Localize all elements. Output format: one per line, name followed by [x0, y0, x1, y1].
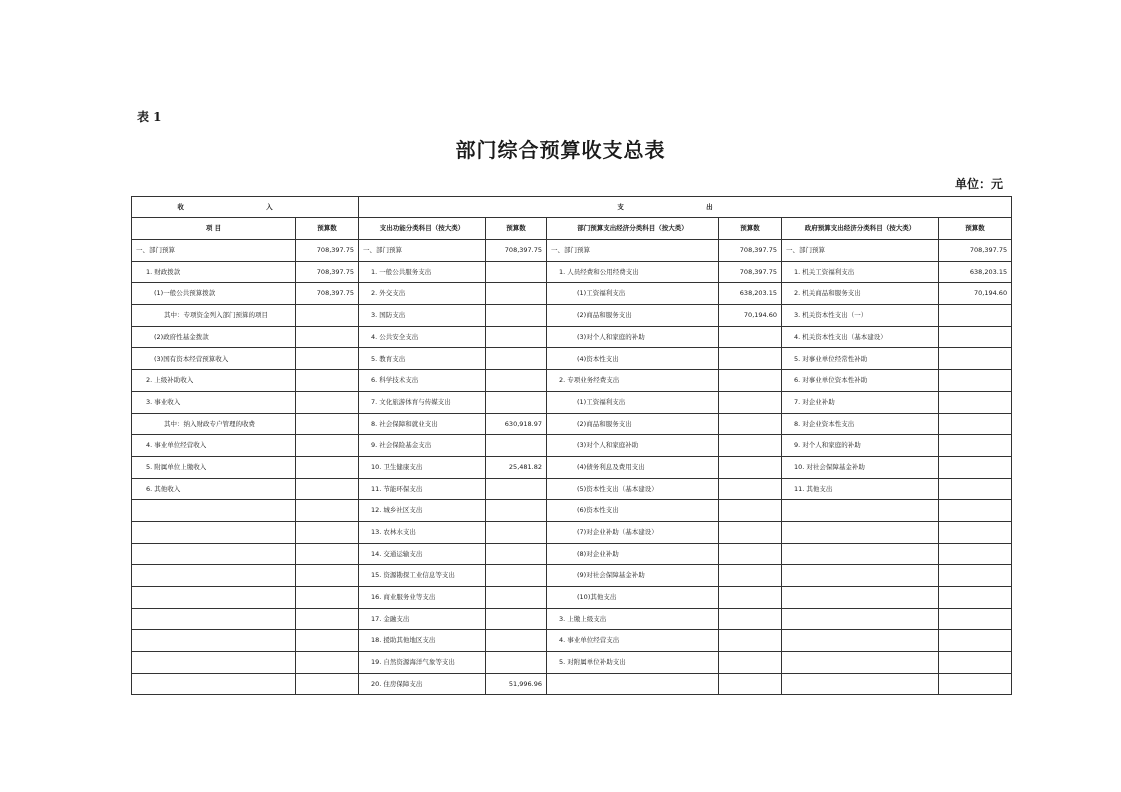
table-row [132, 261, 1012, 283]
expense-header: 支 出 [359, 197, 1012, 218]
dept-econ-budget: 70,194.60 [719, 305, 782, 327]
func-item: 17. 金融支出 [359, 608, 486, 630]
gov-econ-item: 2. 机关商品和服务支出 [782, 283, 939, 305]
gov-econ-item [782, 543, 939, 565]
dept-econ-budget [719, 413, 782, 435]
dept-econ-item: (3)对个人和家庭补助 [547, 435, 719, 457]
dept-econ-item: (3)对个人和家庭的补助 [547, 326, 719, 348]
func-budget [486, 500, 547, 522]
table-row [132, 630, 1012, 652]
dept-econ-budget: 708,397.75 [719, 240, 782, 262]
gov-econ-item: 4. 机关资本性支出（基本建设） [782, 326, 939, 348]
dept-econ-item: (4)债务利息及费用支出 [547, 456, 719, 478]
income-budget [296, 500, 359, 522]
func-item: 16. 商业服务业等支出 [359, 587, 486, 609]
income-item: 3. 事业收入 [132, 391, 296, 413]
dept-econ-item: 1. 人员经费和公用经费支出 [547, 261, 719, 283]
col-header-func: 支出功能分类科目（按大类） [359, 218, 486, 240]
table-tag: 表 1 [137, 110, 162, 124]
func-item: 6. 科学技术支出 [359, 370, 486, 392]
dept-econ-item: (8)对企业补助 [547, 543, 719, 565]
dept-econ-budget [719, 652, 782, 674]
income-item: 其中：专项资金列入部门预算的项目 [132, 305, 296, 327]
gov-econ-budget [939, 478, 1012, 500]
dept-econ-budget [719, 673, 782, 695]
dept-econ-budget [719, 543, 782, 565]
gov-econ-item: 7. 对企业补助 [782, 391, 939, 413]
func-budget: 51,996.96 [486, 673, 547, 695]
income-item [132, 521, 296, 543]
income-budget [296, 587, 359, 609]
gov-econ-budget: 638,203.15 [939, 261, 1012, 283]
income-budget [296, 521, 359, 543]
gov-econ-budget [939, 435, 1012, 457]
dept-econ-item: 2. 专项业务经费支出 [547, 370, 719, 392]
gov-econ-budget [939, 500, 1012, 522]
table-row [132, 435, 1012, 457]
func-item: 19. 自然资源海洋气象等支出 [359, 652, 486, 674]
func-budget [486, 587, 547, 609]
budget-table [131, 196, 1012, 695]
func-budget [486, 435, 547, 457]
func-budget [486, 652, 547, 674]
func-item: 一、部门预算 [359, 240, 486, 262]
func-item: 3. 国防支出 [359, 305, 486, 327]
income-budget: 708,397.75 [296, 283, 359, 305]
dept-econ-budget [719, 370, 782, 392]
income-item: 4. 事业单位经营收入 [132, 435, 296, 457]
income-header: 收 入 [132, 197, 359, 218]
gov-econ-item [782, 565, 939, 587]
gov-econ-budget: 70,194.60 [939, 283, 1012, 305]
gov-econ-item: 一、部门预算 [782, 240, 939, 262]
income-item [132, 673, 296, 695]
func-budget [486, 348, 547, 370]
table-row [132, 348, 1012, 370]
gov-econ-item: 1. 机关工资福利支出 [782, 261, 939, 283]
income-budget [296, 326, 359, 348]
gov-econ-item: 6. 对事业单位资本性补助 [782, 370, 939, 392]
dept-econ-item: (2)商品和服务支出 [547, 413, 719, 435]
table-row [132, 521, 1012, 543]
income-item: 一、部门预算 [132, 240, 296, 262]
table-row [132, 608, 1012, 630]
table-row [132, 478, 1012, 500]
table-row [132, 652, 1012, 674]
income-budget: 708,397.75 [296, 261, 359, 283]
gov-econ-budget [939, 543, 1012, 565]
income-budget [296, 630, 359, 652]
income-item: 6. 其他收入 [132, 478, 296, 500]
table-row [132, 673, 1012, 695]
dept-econ-item [547, 673, 719, 695]
col-header-dept-econ: 部门预算支出经济分类科目（按大类） [547, 218, 719, 240]
gov-econ-budget [939, 673, 1012, 695]
income-budget [296, 565, 359, 587]
dept-econ-budget [719, 565, 782, 587]
func-item: 1. 一般公共服务支出 [359, 261, 486, 283]
dept-econ-item: (9)对社会保障基金补助 [547, 565, 719, 587]
dept-econ-item: (7)对企业补助（基本建设） [547, 521, 719, 543]
gov-econ-item [782, 630, 939, 652]
income-item: (2)政府性基金拨款 [132, 326, 296, 348]
func-budget [486, 283, 547, 305]
table-row [132, 240, 1012, 262]
dept-econ-budget [719, 348, 782, 370]
dept-econ-budget [719, 478, 782, 500]
table-row [132, 326, 1012, 348]
income-item: 5. 附属单位上缴收入 [132, 456, 296, 478]
income-item: (1)一般公共预算拨款 [132, 283, 296, 305]
gov-econ-budget [939, 652, 1012, 674]
income-budget [296, 370, 359, 392]
func-budget: 630,918.97 [486, 413, 547, 435]
income-budget [296, 413, 359, 435]
dept-econ-item: (5)资本性支出（基本建设） [547, 478, 719, 500]
col-header-item: 项 目 [132, 218, 296, 240]
func-item: 18. 援助其他地区支出 [359, 630, 486, 652]
dept-econ-budget [719, 435, 782, 457]
income-item [132, 587, 296, 609]
income-item: (3)国有资本经营预算收入 [132, 348, 296, 370]
income-item [132, 543, 296, 565]
func-budget [486, 261, 547, 283]
dept-econ-item: 3. 上缴上级支出 [547, 608, 719, 630]
dept-econ-item: 5. 对附属单位补助支出 [547, 652, 719, 674]
income-budget [296, 652, 359, 674]
func-budget [486, 305, 547, 327]
income-item: 2. 上级补助收入 [132, 370, 296, 392]
dept-econ-budget [719, 587, 782, 609]
income-item [132, 630, 296, 652]
dept-econ-item: (6)资本性支出 [547, 500, 719, 522]
gov-econ-budget [939, 587, 1012, 609]
gov-econ-budget [939, 326, 1012, 348]
func-item: 2. 外交支出 [359, 283, 486, 305]
gov-econ-item: 11. 其他支出 [782, 478, 939, 500]
func-budget [486, 478, 547, 500]
table-row [132, 543, 1012, 565]
gov-econ-item [782, 608, 939, 630]
dept-econ-budget [719, 630, 782, 652]
dept-econ-budget [719, 608, 782, 630]
unit-label: 单位：元 [954, 177, 1003, 191]
gov-econ-item [782, 500, 939, 522]
gov-econ-budget [939, 630, 1012, 652]
income-item [132, 608, 296, 630]
income-budget [296, 543, 359, 565]
func-item: 12. 城乡社区支出 [359, 500, 486, 522]
gov-econ-item: 5. 对事业单位经常性补助 [782, 348, 939, 370]
dept-econ-item: (2)商品和服务支出 [547, 305, 719, 327]
table-row [132, 305, 1012, 327]
gov-econ-budget [939, 565, 1012, 587]
gov-econ-item: 9. 对个人和家庭的补助 [782, 435, 939, 457]
gov-econ-item: 3. 机关资本性支出（一） [782, 305, 939, 327]
func-item: 4. 公共安全支出 [359, 326, 486, 348]
header-row-top [132, 197, 1012, 218]
gov-econ-item [782, 652, 939, 674]
table-row [132, 283, 1012, 305]
page-title: 部门综合预算收支总表 [455, 138, 666, 162]
gov-econ-item: 8. 对企业资本性支出 [782, 413, 939, 435]
func-item: 10. 卫生健康支出 [359, 456, 486, 478]
dept-econ-budget: 638,203.15 [719, 283, 782, 305]
col-header-budget: 预算数 [939, 218, 1012, 240]
func-budget [486, 521, 547, 543]
dept-econ-budget [719, 456, 782, 478]
income-budget: 708,397.75 [296, 240, 359, 262]
dept-econ-budget [719, 500, 782, 522]
gov-econ-budget [939, 521, 1012, 543]
header-row-columns [132, 218, 1012, 240]
dept-econ-item: (4)资本性支出 [547, 348, 719, 370]
income-item [132, 565, 296, 587]
dept-econ-item: 一、部门预算 [547, 240, 719, 262]
dept-econ-budget [719, 521, 782, 543]
table-row [132, 565, 1012, 587]
func-item: 20. 住房保障支出 [359, 673, 486, 695]
gov-econ-budget [939, 608, 1012, 630]
income-item [132, 652, 296, 674]
func-budget [486, 391, 547, 413]
income-item: 其中：纳入财政专户管理的收费 [132, 413, 296, 435]
dept-econ-budget [719, 391, 782, 413]
income-budget [296, 673, 359, 695]
func-budget: 25,481.82 [486, 456, 547, 478]
func-budget [486, 565, 547, 587]
income-budget [296, 305, 359, 327]
func-item: 8. 社会保障和就业支出 [359, 413, 486, 435]
gov-econ-budget [939, 391, 1012, 413]
dept-econ-budget: 708,397.75 [719, 261, 782, 283]
table-row [132, 456, 1012, 478]
func-item: 14. 交通运输支出 [359, 543, 486, 565]
gov-econ-item: 10. 对社会保障基金补助 [782, 456, 939, 478]
gov-econ-budget [939, 413, 1012, 435]
col-header-budget: 预算数 [486, 218, 547, 240]
gov-econ-budget [939, 370, 1012, 392]
func-item: 11. 节能环保支出 [359, 478, 486, 500]
table-row [132, 413, 1012, 435]
gov-econ-item [782, 587, 939, 609]
income-item: 1. 财政拨款 [132, 261, 296, 283]
dept-econ-budget [719, 326, 782, 348]
income-budget [296, 391, 359, 413]
func-item: 9. 社会保险基金支出 [359, 435, 486, 457]
table-row [132, 500, 1012, 522]
col-header-budget: 预算数 [296, 218, 359, 240]
func-item: 13. 农林水支出 [359, 521, 486, 543]
income-budget [296, 348, 359, 370]
gov-econ-item [782, 673, 939, 695]
dept-econ-item: (1)工资福利支出 [547, 283, 719, 305]
income-item [132, 500, 296, 522]
func-budget: 708,397.75 [486, 240, 547, 262]
gov-econ-budget [939, 456, 1012, 478]
income-budget [296, 456, 359, 478]
gov-econ-item [782, 521, 939, 543]
dept-econ-item: (10)其他支出 [547, 587, 719, 609]
func-budget [486, 630, 547, 652]
income-budget [296, 608, 359, 630]
income-budget [296, 435, 359, 457]
dept-econ-item: (1)工资福利支出 [547, 391, 719, 413]
table-row [132, 587, 1012, 609]
gov-econ-budget [939, 305, 1012, 327]
gov-econ-budget [939, 348, 1012, 370]
func-item: 15. 资源勘探工业信息等支出 [359, 565, 486, 587]
func-budget [486, 326, 547, 348]
table-row [132, 391, 1012, 413]
col-header-gov-econ: 政府预算支出经济分类科目（按大类） [782, 218, 939, 240]
gov-econ-budget: 708,397.75 [939, 240, 1012, 262]
func-item: 5. 教育支出 [359, 348, 486, 370]
col-header-budget: 预算数 [719, 218, 782, 240]
func-item: 7. 文化旅游体育与传媒支出 [359, 391, 486, 413]
func-budget [486, 370, 547, 392]
func-budget [486, 543, 547, 565]
table-row [132, 370, 1012, 392]
income-budget [296, 478, 359, 500]
func-budget [486, 608, 547, 630]
dept-econ-item: 4. 事业单位经营支出 [547, 630, 719, 652]
